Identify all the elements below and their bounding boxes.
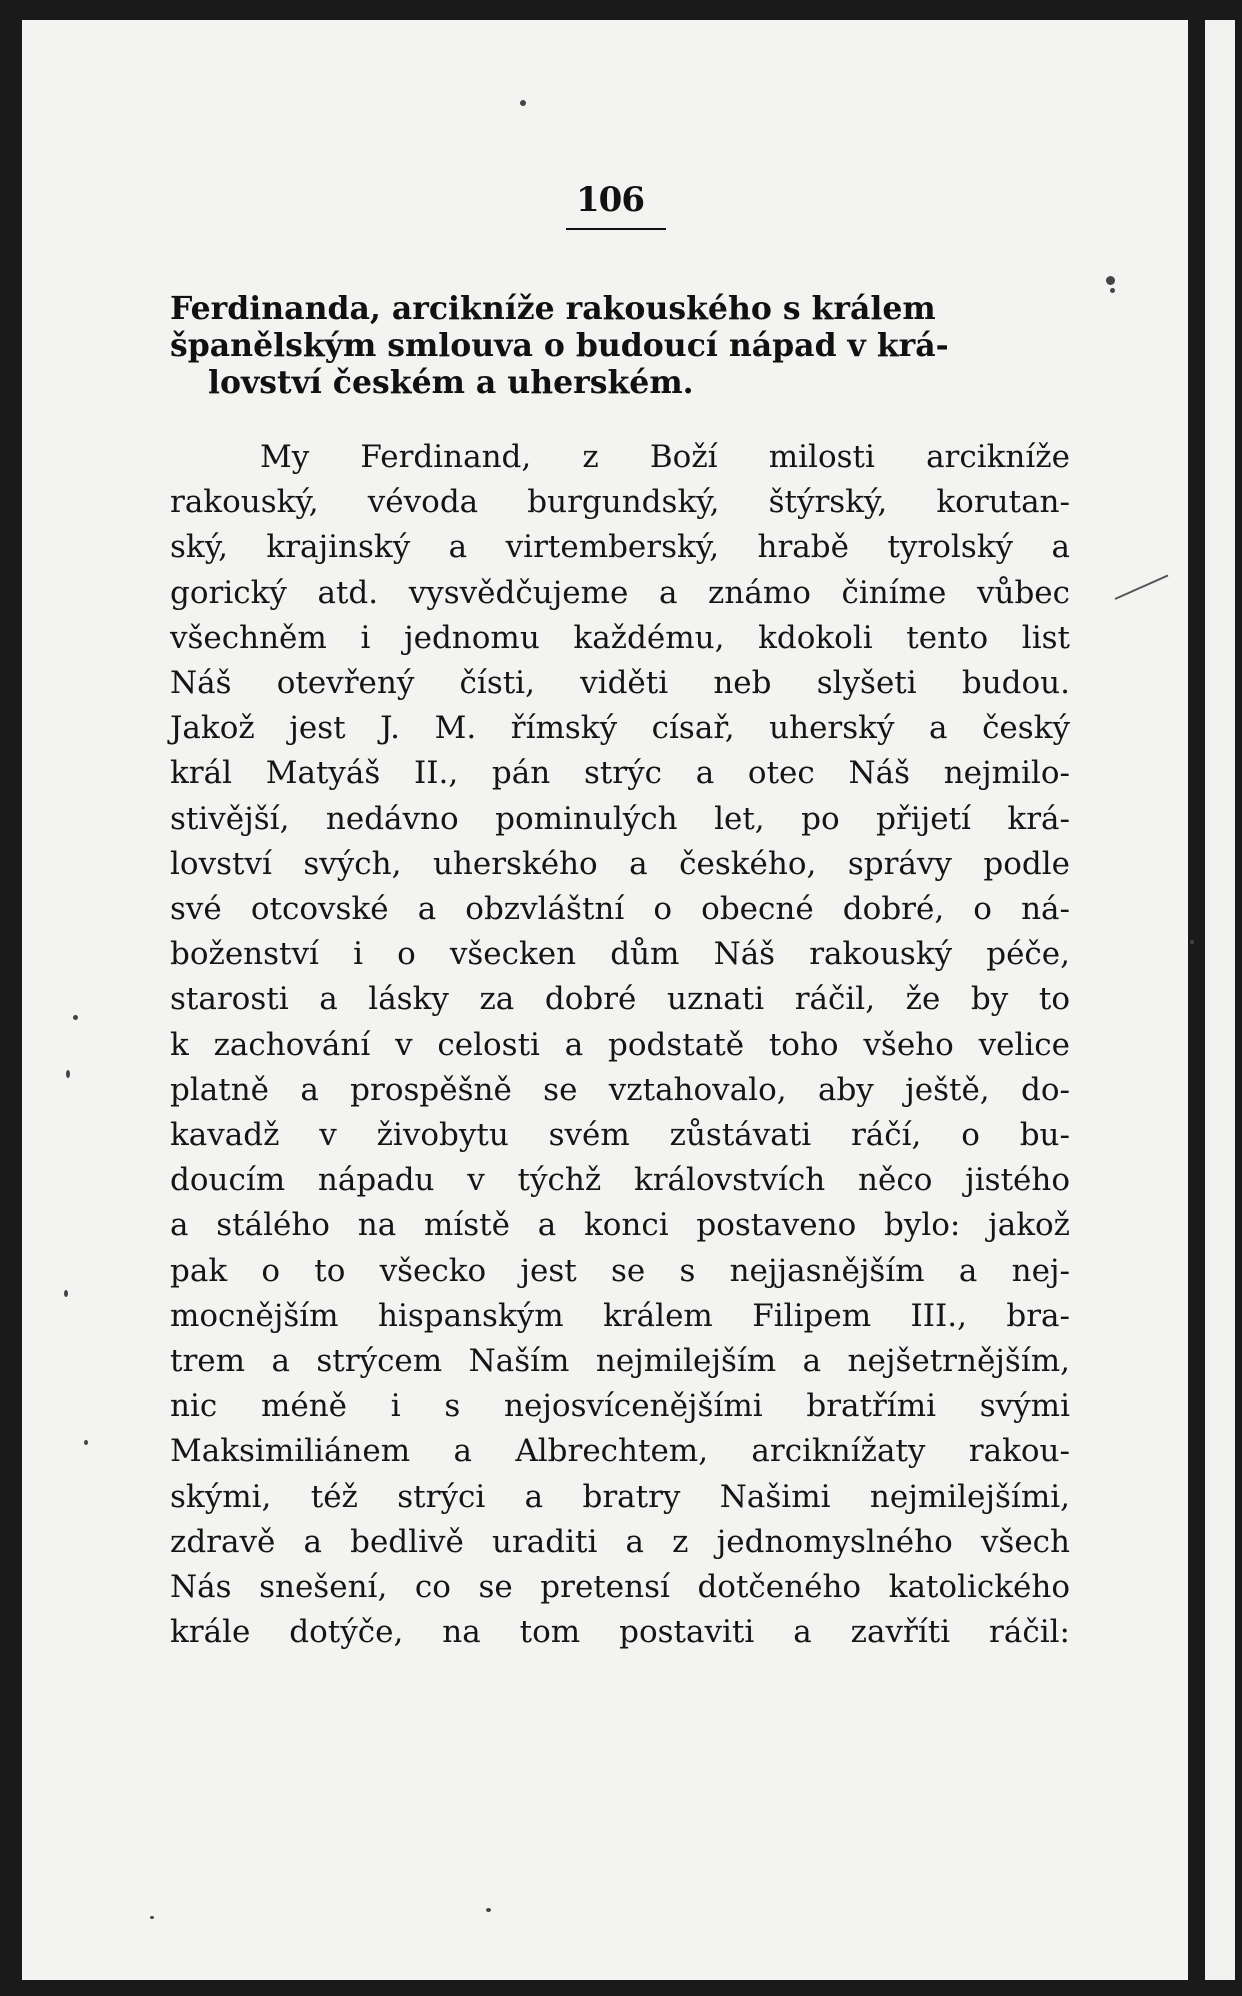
scan-speck: [84, 1440, 88, 1445]
scan-speck: [64, 1290, 68, 1297]
scan-speck: [486, 1908, 491, 1912]
section-heading: [170, 290, 1070, 401]
page-number: 106: [576, 180, 644, 220]
body-line: My Ferdinand, z Boží milosti arcikníže: [260, 439, 1070, 475]
body-line: Maksimiliánem a Albrechtem, arciknížaty rakou-: [170, 1433, 1070, 1470]
heading-line: Ferdinanda, arcikníže rakouského s králem: [170, 290, 936, 327]
body-line: gorický atd. vysvědčujeme a známo činíme vůbec: [170, 574, 1070, 611]
scan-speck: [1106, 276, 1115, 285]
body-line: skými, též strýci a bratry Našimi nejmilejšími,: [170, 1478, 1070, 1515]
body-line: pak o to všecko jest se s nejjasnějším a nej-: [170, 1252, 1070, 1289]
body-line: nic méně i s nejosvícenějšími bratřími svými: [170, 1388, 1070, 1425]
body-line: své otcovské a obzvláštní o obecné dobré, o ná-: [170, 891, 1070, 928]
page-number-rule: [566, 228, 666, 230]
body-line: a stálého na místě a konci postaveno bylo: jakož: [170, 1207, 1070, 1244]
body-line: ský, krajinský a virtemberský, hrabě tyrolský a: [170, 529, 1070, 566]
body-line: Nás snešení, co se pretensí dotčeného katolického: [170, 1569, 1070, 1606]
body-line: kavadž v živobytu svém zůstávati ráčí, o bu-: [170, 1117, 1070, 1154]
scan-speck: [73, 1015, 78, 1020]
scan-speck: [1110, 288, 1115, 293]
body-line: starosti a lásky za dobré uznati ráčil, že by to: [170, 981, 1070, 1018]
scan-speck: [520, 100, 526, 106]
adjacent-page-edge: [1205, 20, 1235, 1980]
body-line: mocnějším hispanským králem Filipem III., bra-: [170, 1297, 1070, 1334]
body-line: zdravě a bedlivě uraditi a z jednomyslného všech: [170, 1523, 1070, 1560]
body-paragraph: [170, 435, 1070, 1655]
body-line: k zachování v celosti a podstatě toho všeho velice: [170, 1026, 1070, 1063]
heading-line: španělským smlouva o budoucí nápad v krá-: [170, 327, 949, 364]
body-line: Jakož jest J. M. římský císař, uherský a český: [170, 710, 1070, 747]
body-line: stivější, nedávno pominulých let, po přijetí krá-: [170, 800, 1070, 837]
body-line: všechněm i jednomu každému, kdokoli tento list: [170, 619, 1070, 656]
body-line: platně a prospěšně se vztahovalo, aby ještě, do-: [170, 1071, 1070, 1108]
body-line: král Matyáš II., pán strýc a otec Náš nejmilo-: [170, 755, 1070, 792]
heading-line: lovství českém a uherském.: [208, 364, 694, 401]
body-line: doucím nápadu v týchž královstvích něco jistého: [170, 1162, 1070, 1199]
scan-speck: [150, 1916, 154, 1919]
body-line: Náš otevřený čísti, viděti neb slyšeti budou.: [170, 665, 1070, 702]
scan-speck: [66, 1070, 70, 1078]
body-line: lovství svých, uherského a českého, správy podle: [170, 845, 1070, 882]
body-line: rakouský, vévoda burgundský, štýrský, korutan-: [170, 484, 1070, 521]
scan-speck: [1190, 940, 1194, 944]
body-line: trem a strýcem Naším nejmilejším a nejšetrnějším,: [170, 1343, 1070, 1380]
body-line: boženství i o všecken dům Náš rakouský péče,: [170, 936, 1070, 973]
body-line: krále dotýče, na tom postaviti a zavříti ráčil:: [170, 1614, 1070, 1651]
